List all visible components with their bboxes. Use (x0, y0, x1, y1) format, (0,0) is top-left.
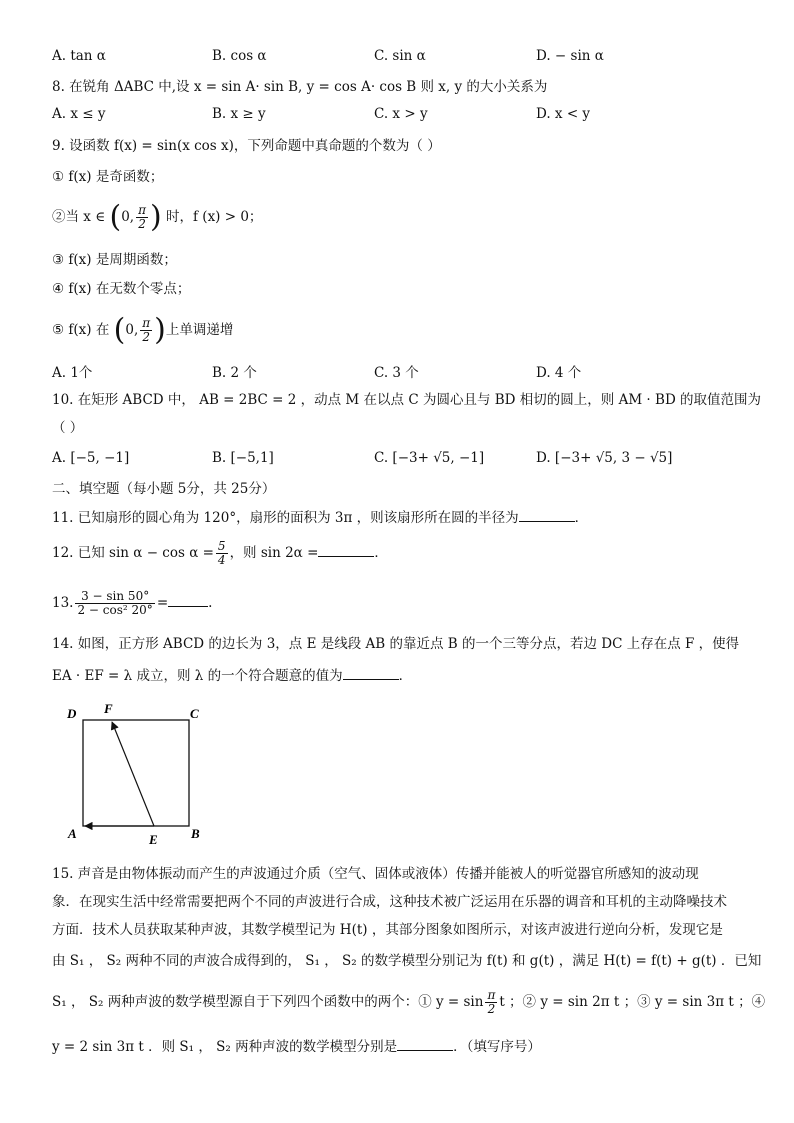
label-d: D (67, 706, 77, 721)
q9-option-b: B. 2 个 (212, 365, 257, 381)
q10-option-a: A. [−5, −1] (52, 450, 130, 466)
q10-option-d: D. [−3+ √5, 3 − √5] (536, 450, 673, 466)
q10-stem-paren: （ ） (52, 420, 84, 436)
section-2-heading: 二、填空题（每小题 5分，共 25分） (52, 481, 276, 497)
q13: 13. $\frac{3 - \sin 50^\circ}{\text{2 − cos² 20°}}$ = . (52, 589, 213, 617)
q7-option-c: C. sin α (374, 48, 426, 64)
q12-answer-blank[interactable] (318, 542, 374, 557)
q7-option-d: D. − sin α (536, 48, 604, 64)
q15-line-3: 方面．技术人员获取某种声波，其数学模型记为 H(t) ，其部分图象如图所示，对该声波进行逆向分析，发现它是 (52, 922, 723, 938)
q8-option-d: D. x < y (536, 106, 591, 122)
q9-s2-fraction: $\frac{\pi}{2}$ (138, 203, 146, 231)
q15-l5-suffix: t ；② y = sin 2π t ；③ y = sin 3π t ；④ (499, 994, 766, 1010)
q9-s2-close-paren: ) (150, 199, 162, 235)
q9-statement-3: ③ f(x) 是周期函数； (52, 252, 177, 268)
q9-statement-4: ④ f(x) 在无数个零点； (52, 281, 191, 297)
label-b: B (191, 826, 200, 841)
label-c: C (190, 706, 199, 721)
q9-options (52, 361, 757, 381)
q15-answer-blank[interactable] (397, 1036, 453, 1051)
q14-answer-blank[interactable] (343, 665, 399, 680)
vector-ef (112, 722, 154, 826)
q15-line-6-end: ．（填写序号） (453, 1039, 541, 1055)
square-outline (83, 720, 189, 826)
q12-prefix: 12. 已知 sin α − cos α = (52, 545, 214, 561)
q12-fraction: $\frac{5}{4}$ (217, 539, 226, 567)
q14-line-1: 14. 如图，正方形 ABCD 的边长为 3，点 E 是线段 AB 的靠近点 B 的一个三等分点，若边 DC 上存在点 F ，使得 (52, 636, 740, 652)
q10-stem: 10. 在矩形 ABCD 中， AB = 2BC = 2 ，动点 M 在以点 C 为圆心且与 BD 相切的圆上，则 AM · BD 的取值范围为 (52, 392, 762, 408)
q10-options (52, 450, 757, 470)
q13-fraction: $\frac{3 - \sin 50^\circ}{\text{2 − cos² 20°}}$ (77, 589, 153, 617)
q9-s5-open-paren: ( (113, 312, 126, 348)
label-a: A (68, 826, 77, 841)
q7-options (52, 48, 757, 68)
q9-statement-1: ① f(x) 是奇函数； (52, 169, 164, 185)
q7-option-a: A. tan α (52, 48, 106, 64)
label-e: E (149, 832, 158, 847)
q15-l5-prefix: S₁ ， S₂ 两种声波的数学模型源自于下列四个函数中的两个：① y = sin (52, 994, 484, 1010)
q9-stem: 9. 设函数 f(x) = sin(x cos x)，下列命题中真命题的个数为（ ） (52, 138, 441, 154)
q15-line-6 (52, 1036, 541, 1057)
q9-s5-close-paren: ) (154, 312, 166, 348)
q7-option-b: B. cos α (212, 48, 267, 64)
q9-s2-open-paren: ( (109, 199, 122, 235)
q15-line-1: 15. 声音是由物体振动而产生的声波通过介质（空气、固体或液体）传播并能被人的听觉器官所感知的波动现 (52, 866, 699, 882)
q15-line-6-text: y = 2 sin 3π t ．则 S₁ ， S₂ 两种声波的数学模型分别是 (52, 1039, 398, 1055)
q12-suffix: ，则 sin 2α = (229, 545, 319, 561)
q14-line-2: EA · EF = λ 成立，则 λ 的一个符合题意的值为 ． (52, 665, 412, 686)
q15-fraction: $\frac{\pi}{2}$ (487, 988, 496, 1016)
q15-line-2: 象．在现实生活中经常需要把两个不同的声波进行合成，这种技术被广泛运用在乐器的调音和耳机的主动降噪技术 (52, 894, 727, 910)
q9-option-c: C. 3 个 (374, 365, 419, 381)
q10-option-c: C. [−3+ √5, −1] (374, 450, 485, 466)
q9-s5-prefix: ⑤ f(x) 在 (52, 322, 110, 338)
q9-s5-fraction: $\frac{\pi}{2}$ (142, 316, 151, 344)
q15-line-5 (52, 982, 765, 1022)
q13-equals: = (156, 595, 169, 611)
q10-option-b: B. [−5,1] (212, 450, 274, 466)
q13-answer-blank[interactable] (168, 592, 208, 607)
q8-options (52, 106, 757, 126)
q14-square-figure (62, 700, 222, 850)
q14-line-2-text: EA · EF = λ 成立，则 λ 的一个符合题意的值为 (52, 668, 343, 684)
q15-line-4: 由 S₁ ， S₂ 两种不同的声波合成得到的， S₁ ， S₂ 的数学模型分别记为 f(t) 和 g(t) ，满足 H(t) = f(t) + g(t) ．已知 (52, 953, 762, 969)
q9-option-d: D. 4 个 (536, 365, 582, 381)
q9-s2-suffix: 时，f (x) > 0； (166, 209, 263, 225)
q11-answer-blank[interactable] (519, 507, 575, 522)
q9-s5-lower: 0, (125, 322, 139, 338)
q9-statement-2 (52, 196, 262, 239)
q11: 11. 已知扇形的圆心角为 120°，扇形的面积为 3π ，则该扇形所在圆的半径为 ． (52, 507, 588, 528)
q9-s5-suffix: 上单调递增 (165, 322, 234, 338)
q8-option-a: A. x ≤ y (52, 106, 106, 122)
q12: 12. 已知 sin α − cos α = $\frac{5}{4}$ ，则 sin 2α = ． (52, 539, 388, 567)
q11-text: 11. 已知扇形的圆心角为 120°，扇形的面积为 3π ，则该扇形所在圆的半径为 (52, 510, 519, 526)
q9-statement-5 (52, 309, 233, 352)
q9-s2-prefix: ②当 x ∈ (52, 209, 106, 225)
q9-option-a: A. 1个 (52, 365, 93, 381)
q8-option-b: B. x ≥ y (212, 106, 266, 122)
label-f: F (104, 701, 113, 716)
q8-stem: 8. 在锐角 ΔABC 中,设 x = sin A· sin B, y = cos A· cos B 则 x, y 的大小关系为 (52, 79, 548, 95)
q13-prefix: 13. (52, 595, 74, 611)
q8-option-c: C. x > y (374, 106, 428, 122)
q9-s2-lower: 0, (121, 209, 135, 225)
